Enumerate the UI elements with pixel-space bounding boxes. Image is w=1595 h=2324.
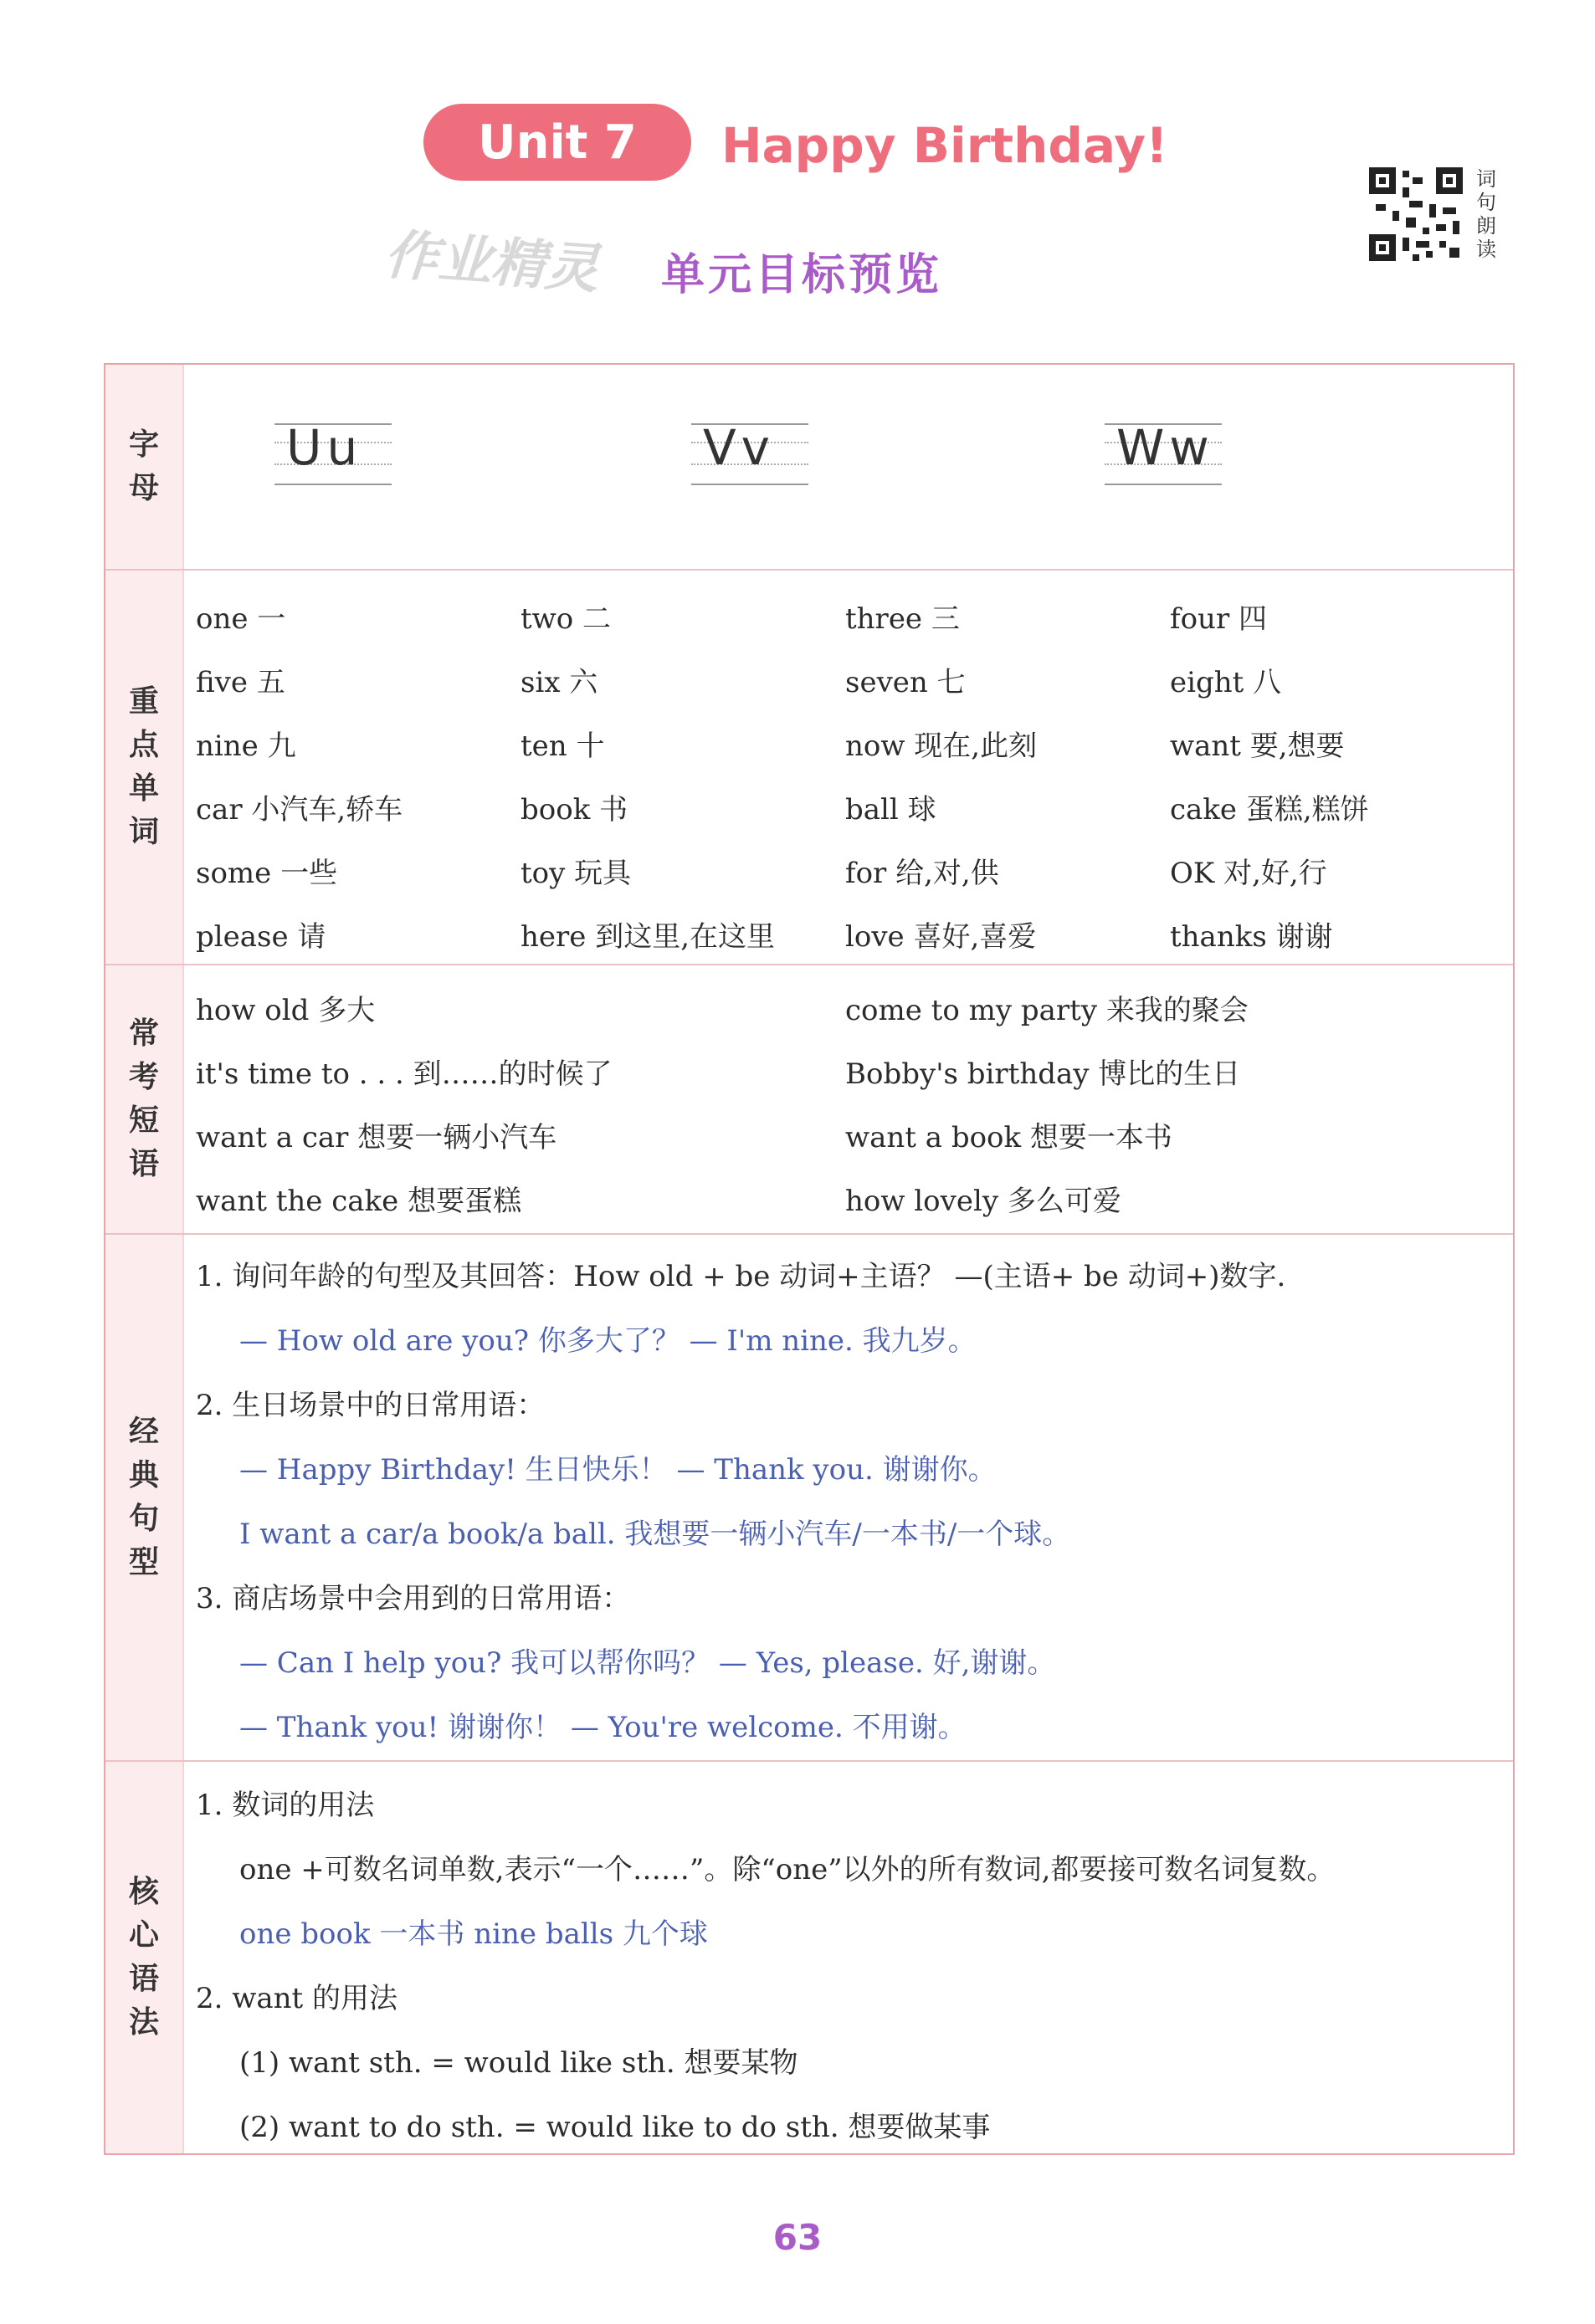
- sentences-label: 经 典 句 型: [105, 1235, 184, 1760]
- word-item: please 请: [196, 920, 326, 954]
- words-row: [105, 569, 1513, 964]
- word-item: OK 对,好,行: [1170, 857, 1327, 890]
- phrase-item: want the cake 想要蛋糕: [196, 1185, 522, 1218]
- page-number: 63: [772, 2217, 823, 2258]
- sentences-row: [105, 1233, 1513, 1760]
- unit-title: Happy Birthday!: [721, 117, 1168, 174]
- sentences-line: 2. 生日场景中的日常用语：: [196, 1389, 546, 1422]
- watermark-logo: 作业精灵: [382, 224, 601, 301]
- phrase-item: come to my party 来我的聚会: [845, 994, 1249, 1027]
- sentences-line: — Can I help you? 我可以帮你吗？ — Yes, please. 好,谢谢。: [239, 1646, 1056, 1680]
- letter-vv: Vv: [691, 417, 808, 492]
- word-item: for 给,对,供: [845, 857, 999, 890]
- phrases-grid: [182, 965, 1513, 1233]
- phrase-item: Bobby's birthday 博比的生日: [845, 1057, 1241, 1091]
- word-item: thanks 谢谢: [1170, 920, 1333, 954]
- word-item: nine 九: [196, 729, 296, 763]
- phrases-label: 常 考 短 语: [105, 965, 184, 1233]
- word-item: ball 球: [845, 793, 936, 827]
- sentences-line: 1. 询问年龄的句型及其回答：How old + be 动词+主语？ —(主语+ be 动词+)数字.: [196, 1260, 1286, 1293]
- sentences-list: [182, 1235, 1513, 1760]
- preview-table: [104, 363, 1515, 2155]
- phrases-row: [105, 964, 1513, 1233]
- phrase-item: want a car 想要一辆小汽车: [196, 1121, 557, 1154]
- sentences-line: — Happy Birthday! 生日快乐！ — Thank you. 谢谢你。: [239, 1453, 997, 1487]
- grammar-line: (2) want to do sth. = would like to do sth. 想要做某事: [239, 2111, 991, 2144]
- words-label: 重 点 单 词: [105, 571, 184, 964]
- section-subtitle: 单元目标预览: [661, 250, 943, 300]
- letters-label: 字 母: [105, 365, 184, 569]
- unit-badge: Unit 7: [423, 104, 691, 181]
- word-item: six 六: [521, 666, 598, 699]
- word-item: car 小汽车,轿车: [196, 793, 403, 827]
- word-item: some 一些: [196, 857, 338, 890]
- qr-label: 词 句 朗 读: [1476, 167, 1496, 261]
- word-item: love 喜好,喜爱: [845, 920, 1037, 954]
- grammar-line: one book 一本书 nine balls 九个球: [239, 1917, 708, 1951]
- word-item: here 到这里,在这里: [521, 920, 776, 954]
- phrase-item: how old 多大: [196, 994, 376, 1027]
- word-item: one 一: [196, 602, 286, 636]
- words-grid: [182, 571, 1513, 964]
- word-item: now 现在,此刻: [845, 729, 1038, 763]
- word-item: seven 七: [845, 666, 966, 699]
- letter-ww: Ww: [1105, 417, 1222, 492]
- word-item: four 四: [1170, 602, 1268, 636]
- letters-row: [105, 365, 1513, 569]
- grammar-row: [105, 1760, 1513, 2153]
- phrase-item: it's time to . . . 到……的时候了: [196, 1057, 613, 1091]
- word-item: book 书: [521, 793, 628, 827]
- word-item: ten 十: [521, 729, 605, 763]
- word-item: two 二: [521, 602, 612, 636]
- sentences-line: — How old are you? 你多大了？ — I'm nine. 我九岁。: [239, 1324, 977, 1358]
- word-item: five 五: [196, 666, 285, 699]
- word-item: three 三: [845, 602, 960, 636]
- word-item: toy 玩具: [521, 857, 632, 890]
- word-item: eight 八: [1170, 666, 1282, 699]
- phrase-item: how lovely 多么可爱: [845, 1185, 1121, 1218]
- word-item: want 要,想要: [1170, 729, 1345, 763]
- sentences-line: — Thank you! 谢谢你！ — You're welcome. 不用谢。: [239, 1711, 967, 1744]
- grammar-line: one +可数名词单数,表示“一个……”。除“one”以外的所有数词,都要接可数名词复数。: [239, 1853, 1336, 1886]
- grammar-line: (1) want sth. = would like sth. 想要某物: [239, 2046, 798, 2080]
- phrase-item: want a book 想要一本书: [845, 1121, 1172, 1154]
- sentences-line: 3. 商店场景中会用到的日常用语：: [196, 1582, 631, 1615]
- qr-code-icon[interactable]: [1369, 167, 1463, 261]
- grammar-list: [182, 1762, 1513, 2153]
- sentences-line: I want a car/a book/a ball. 我想要一辆小汽车/一本书/一个球。: [239, 1518, 1071, 1551]
- word-item: cake 蛋糕,糕饼: [1170, 793, 1369, 827]
- letter-uu: Uu: [274, 417, 392, 492]
- grammar-line: 2. want 的用法: [196, 1982, 397, 2015]
- grammar-line: 1. 数词的用法: [196, 1789, 375, 1822]
- grammar-label: 核 心 语 法: [105, 1762, 184, 2153]
